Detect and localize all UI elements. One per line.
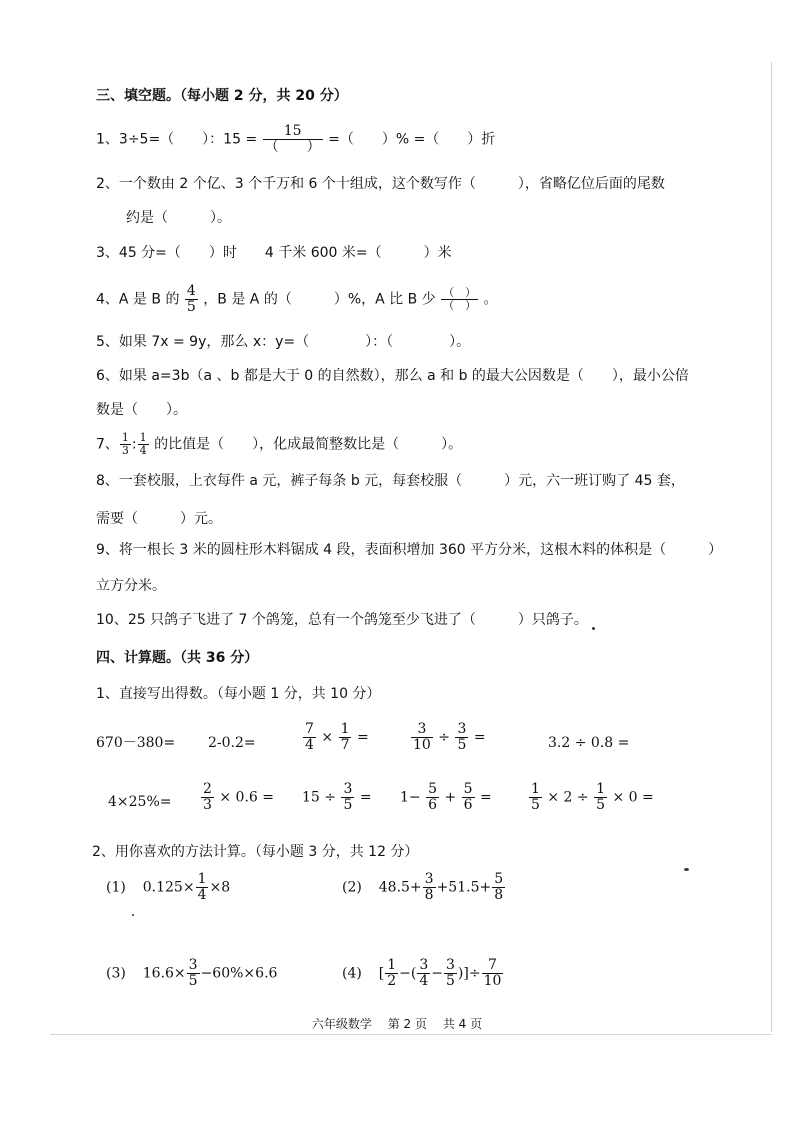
problem-4-frac-2 (417, 958, 430, 989)
q1-text-b: =（ ）% =（ ）折 (328, 131, 496, 148)
question-5: 5、如果 7x = 9y，那么 x：y=（ ）：（ ）。 (96, 334, 471, 350)
calc-1-3-frac-2 (339, 722, 352, 753)
q4-num-1: 4 (186, 283, 196, 299)
calc-2-3 (302, 782, 372, 813)
page-footer (0, 1015, 794, 1032)
calc-1-3-frac-1 (303, 722, 316, 753)
calc-1-5: 3.2 ÷ 0.8 = (548, 735, 630, 751)
problem-4-num-1: 1 (387, 957, 397, 973)
calc-2-5-mid: × 2 ÷ (547, 789, 589, 806)
calc-2-5-den-2: 5 (596, 797, 606, 813)
q4-fraction-1 (185, 284, 198, 315)
problem-1-num: 1 (197, 871, 207, 887)
question-8-line-1: 8、一套校服，上衣每件 a 元，裤子每条 b 元，每套校服（ ）元，六一班订购了 45 套， (96, 473, 685, 489)
problem-4-num-3: 3 (446, 957, 455, 973)
problem-1-den: 4 (197, 887, 207, 903)
calc-1-3-num-1: 7 (305, 721, 314, 737)
calc-1-4 (410, 722, 486, 753)
footer-subject: 六年级数学 (311, 1017, 372, 1031)
q7-num-1: 1 (121, 431, 129, 444)
question-9-line-1: 9、将一根长 3 米的圆柱形木料锯成 4 段，表面积增加 360 平方分米，这根木料的体积是（ ） (96, 542, 723, 558)
calc-1-4-frac-1 (411, 722, 433, 753)
q4-den-1: 5 (186, 299, 196, 315)
q4-num-2: （ ） (443, 286, 477, 299)
q7-fraction-1 (120, 432, 131, 457)
problem-3-label: (3) (106, 965, 126, 982)
calc-2-1: 4×25%= (108, 794, 172, 810)
problem-2-num-2: 5 (494, 871, 504, 887)
question-8-line-2: 需要（ ）元。 (96, 511, 222, 527)
problem-4-frac-1 (385, 958, 398, 989)
scan-speck (592, 627, 595, 630)
q7-text-a: 7、 (96, 436, 119, 453)
calc-2-3-pre: 15 ÷ (302, 789, 336, 806)
calc-2-5 (528, 782, 654, 813)
problem-1-frac (196, 872, 209, 903)
q4-text-a: 4、A 是 B 的 (96, 291, 180, 308)
problem-4-mid-3: )]÷ (457, 965, 481, 982)
page-edge-right (771, 62, 772, 1032)
problem-4-label: (4) (342, 965, 362, 982)
question-10: 10、25 只鸽子飞进了 7 个鸽笼，总有一个鸽笼至少飞进了（ ）只鸽子。 (96, 612, 588, 628)
calc-2-5-frac-1 (529, 782, 542, 813)
problem-4-frac-4 (482, 958, 504, 989)
problem-3-pre: 16.6× (142, 965, 186, 982)
question-2-line-2: 约是（ ）。 (126, 210, 231, 226)
calc-2-2 (200, 782, 274, 813)
problem-4-mid-1: −( (399, 965, 417, 982)
problem-3-frac (187, 958, 200, 989)
question-6-line-2: 数是（ ）。 (96, 402, 187, 418)
problem-4-num-4: 7 (488, 957, 497, 973)
calc-1-3-eq: = (356, 729, 369, 746)
section-4-part-1-title: 1、直接写出得数。（每小题 1 分，共 10 分） (96, 686, 381, 702)
question-3: 3、45 分=（ ）时 4 千米 600 米=（ ）米 (96, 245, 452, 261)
question-7 (96, 432, 462, 457)
q7-fraction-2 (138, 432, 149, 457)
problem-4-den-1: 2 (387, 973, 397, 989)
question-9-line-2: 立方分米。 (96, 578, 166, 594)
question-4 (96, 284, 498, 315)
q7-text-b: 的比值是（ ），化成最简整数比是（ ）。 (154, 436, 463, 453)
problem-3-num: 3 (188, 957, 198, 973)
calc-2-4-num-1: 5 (428, 781, 438, 797)
question-6-line-1: 6、如果 a=3b（a 、b 都是大于 0 的自然数），那么 a 和 b 的最大公因数是（ ），最小公倍 (96, 368, 689, 384)
problem-2-frac-1 (423, 872, 436, 903)
q4-den-2: （ ） (443, 299, 477, 312)
section-4-title: 四、计算题。（共 36 分） (96, 650, 259, 666)
section-3-title: 三、填空题。（每小题 2 分，共 20 分） (96, 88, 348, 104)
problem-2-den-1: 8 (424, 887, 434, 903)
problem-4-frac-3 (444, 958, 457, 989)
calc-2-2-den: 3 (203, 797, 212, 813)
footer-page-number: 第 2 页 (387, 1017, 427, 1031)
q1-fraction (263, 124, 323, 155)
problem-2 (342, 872, 506, 903)
problem-1-pre: 0.125× (142, 879, 195, 896)
problem-4-num-2: 3 (419, 957, 429, 973)
problem-3 (106, 958, 277, 989)
calc-2-2-frac (201, 782, 214, 813)
section-4-part-2-title: 2、用你喜欢的方法计算。（每小题 3 分，共 12 分） (92, 844, 419, 860)
q7-den-1: 3 (121, 444, 129, 457)
calc-2-5-frac-2 (594, 782, 607, 813)
calc-2-5-num-2: 1 (596, 781, 606, 797)
q7-ratio-sign: : (131, 436, 137, 453)
calc-2-3-num: 3 (343, 781, 353, 797)
q4-fraction-2 (441, 287, 478, 312)
calc-1-4-num-1: 3 (417, 721, 427, 737)
problem-4-den-4: 10 (483, 973, 502, 989)
problem-1-rest: ×8 (209, 879, 231, 896)
problem-3-den: 5 (188, 973, 198, 989)
calc-1-3-den-1: 4 (305, 737, 314, 753)
calc-1-3-num-2: 1 (340, 721, 350, 737)
problem-4-den-2: 4 (419, 973, 429, 989)
calc-2-4-eq: = (480, 789, 492, 806)
problem-2-label: (2) (342, 879, 362, 896)
calc-2-4 (400, 782, 492, 813)
calc-2-5-rest: × 0 = (612, 789, 654, 806)
calc-1-2: 2-0.2= (208, 735, 256, 751)
calc-1-3-den-2: 7 (340, 737, 350, 753)
calc-1-3 (302, 722, 369, 753)
calc-1-4-num-2: 3 (457, 721, 467, 737)
calc-2-4-frac-2 (462, 782, 475, 813)
calc-2-4-den-1: 6 (428, 797, 438, 813)
calc-2-4-op: + (444, 789, 457, 806)
problem-2-mid: +51.5+ (436, 879, 492, 896)
footer-total-pages: 共 4 页 (442, 1017, 483, 1031)
q4-text-c: 。 (483, 291, 498, 308)
problem-2-pre: 48.5+ (378, 879, 422, 896)
calc-2-4-frac-1 (426, 782, 439, 813)
q1-denominator: （ ） (264, 139, 321, 155)
calc-2-2-num: 2 (203, 781, 212, 797)
problem-1-label: (1) (106, 879, 126, 896)
calc-1-3-op: × (321, 729, 334, 746)
q7-num-2: 1 (139, 431, 147, 444)
q7-den-2: 4 (139, 444, 147, 457)
calc-2-5-den-1: 5 (531, 797, 540, 813)
calc-2-5-num-1: 1 (531, 781, 540, 797)
problem-4-mid-2: − (431, 965, 443, 982)
calc-2-4-pre: 1− (400, 789, 421, 806)
scan-speck-2 (132, 914, 134, 916)
problem-2-den-2: 8 (494, 887, 504, 903)
q1-numerator: 15 (283, 123, 302, 139)
problem-4-den-3: 5 (446, 973, 455, 989)
page-edge-bottom (50, 1034, 772, 1035)
calc-1-1: 670－380= (96, 735, 176, 751)
calc-2-3-den: 5 (343, 797, 353, 813)
q4-text-b: ，B 是 A 的（ ）%，A 比 B 少 (203, 291, 436, 308)
problem-2-frac-2 (492, 872, 505, 903)
calc-2-3-frac (341, 782, 354, 813)
q1-text-a: 1、3÷5=（ ）：15 = (96, 131, 258, 148)
question-2-line-1: 2、一个数由 2 个亿、3 个千万和 6 个十组成，这个数写作（ ），省略亿位后面的尾数 (96, 176, 665, 192)
scan-mark (684, 868, 689, 871)
calc-1-4-op: ÷ (438, 729, 451, 746)
calc-1-4-den-2: 5 (457, 737, 467, 753)
question-1 (96, 124, 495, 155)
problem-1 (106, 872, 230, 903)
calc-1-4-frac-2 (455, 722, 468, 753)
calc-1-4-eq: = (473, 729, 486, 746)
calc-2-3-eq: = (359, 789, 372, 806)
calc-2-4-den-2: 6 (463, 797, 473, 813)
calc-2-2-rest: × 0.6 = (219, 789, 275, 806)
calc-2-4-num-2: 5 (463, 781, 473, 797)
problem-4-pre: [ (378, 965, 385, 982)
calc-1-4-den-1: 10 (413, 737, 431, 753)
problem-4 (342, 958, 504, 989)
problem-3-rest: −60%×6.6 (200, 965, 278, 982)
problem-2-num-1: 3 (424, 871, 434, 887)
